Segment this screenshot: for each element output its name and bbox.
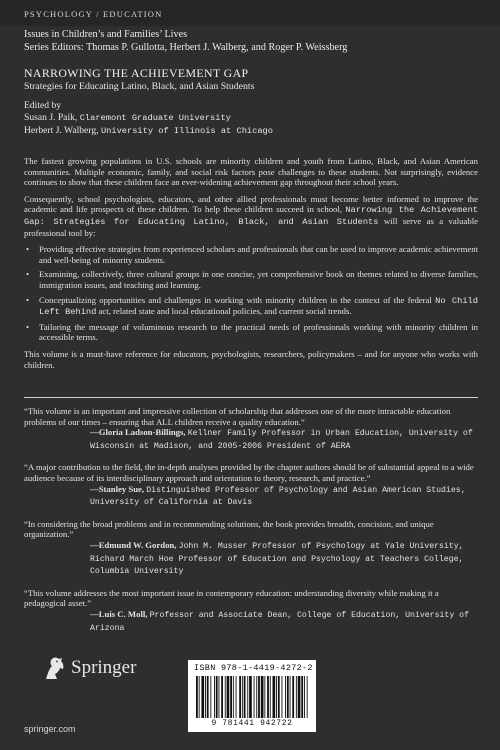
barcode-bar (247, 676, 248, 718)
isbn-number: ISBN 978-1-4419-4272-2 (194, 663, 313, 673)
series-info (24, 29, 474, 54)
barcode-bar (270, 676, 271, 718)
isbn-barcode (188, 660, 316, 732)
barcode-bar (196, 676, 198, 718)
barcode-bar (276, 676, 277, 718)
barcode-bar (219, 676, 220, 718)
editor-1-affiliation: Claremont Graduate University (79, 113, 231, 124)
barcode-bar (304, 676, 305, 718)
publisher-name: Springer (71, 657, 137, 678)
barcode-bar (210, 676, 211, 718)
quote-affiliation: Kellner Family Professor in Urban Education, University of Wisconsin at Madison, and 2005-2006 President of AERA (90, 429, 473, 451)
barcode-bar (264, 676, 265, 718)
quote-author: —Gloria Ladson-Billings, (90, 427, 188, 438)
benefit-text: Tailoring the message of voluminous research to the practical needs of professionals working with minority children in accessible terms. (39, 321, 478, 343)
publisher-logo (42, 655, 152, 685)
benefit-item (24, 322, 478, 343)
quote-text: “In considering the broad problems and in recommending solutions, the book provides breadth, concision, and unique organization.” (24, 518, 434, 540)
barcode-bar (199, 676, 200, 718)
barcode-bar (258, 676, 260, 718)
bullet-icon: • (26, 244, 30, 255)
description-p2-start: Consequently, school psychologists, educators, and other allied professionals must become better informed to improve the academic and life prospects of these children. To help these children succeed in school, (24, 193, 478, 215)
barcode-bar (282, 676, 283, 718)
description-p2-book-title: Narrowing the Achievement Gap: Strategies for Educating Latino, Black, and Asian Students (24, 205, 478, 227)
quote-affiliation: Professor and Associate Dean, College of Education, University of Arizona (90, 610, 469, 633)
description-closing: This volume is a must-have reference for educators, psychologists, researchers, policymakers – and for anyone who works with children. (24, 348, 478, 370)
barcode-bar (205, 676, 206, 718)
barcode-bar (287, 676, 289, 718)
quote-attribution (24, 427, 478, 452)
benefit-text: Examining, collectively, three cultural groups in one concise, yet comprehensive book on themes related to diverse families, immigration issues, and teaching and learning. (39, 269, 478, 290)
endorsement-quote (24, 588, 478, 634)
quote-author: —Stanley Sue, (90, 483, 147, 494)
barcode-bar (298, 676, 301, 718)
barcode-bar (221, 676, 223, 718)
barcode-bar (249, 676, 252, 718)
barcode-bar (292, 676, 294, 718)
barcode-bar (261, 676, 264, 718)
endorsements (24, 406, 478, 644)
barcode-bar (214, 676, 215, 718)
springer-horse-icon (42, 655, 68, 683)
quote-affiliation: John M. Musser Professor of Psychology at Yale University, Richard March Hoe Professor of Education and Psychology at Teachers College, Columbia University (90, 541, 464, 577)
description (24, 156, 478, 376)
benefit-text: Conceptualizing opportunities and challenges in working with minority children in the context of the federal (39, 294, 436, 305)
publisher-website: springer.com (24, 724, 76, 734)
editors-block (24, 100, 273, 137)
quote-author: —Edmund W. Gordon, (90, 539, 179, 550)
benefit-item (24, 295, 478, 318)
benefit-emphasis: No Child Left Behind (39, 295, 478, 318)
book-subtitle: Strategies for Educating Latino, Black, and Asian Students (24, 81, 255, 92)
barcode-bar (239, 676, 241, 718)
barcode-bar (285, 676, 286, 718)
barcode-bar (296, 676, 297, 718)
quote-attribution (24, 609, 478, 634)
barcode-bar (201, 676, 204, 718)
editor-1-name: Susan J. Paik, (24, 112, 80, 124)
description-p2-end: will serve as a valuable professional tool by: (24, 215, 478, 238)
barcode-bar (254, 676, 255, 718)
barcode-bar (267, 676, 269, 718)
benefit-text-end: act, related state and local educational policies, and current social trends. (96, 306, 352, 317)
series-name: Issues in Children’s and Families’ Lives (24, 29, 188, 40)
quote-text: “This volume addresses the most important issue in contemporary education: understanding diversity while making it a pedagogical asset.” (24, 587, 439, 609)
barcode-bar (216, 676, 218, 718)
bullet-icon: • (26, 294, 30, 305)
benefit-text: Providing effective strategies from experienced scholars and professionals that can be used to improve academic achievement and well-being of minority students. (39, 244, 478, 265)
ean-number: 9 781441 942722 (211, 719, 293, 728)
benefit-item (24, 244, 478, 265)
quote-affiliation: Distinguished Professor of Psychology and Asian American Studies, University of California at Davis (90, 485, 466, 508)
barcode-bar (278, 676, 280, 718)
section-divider (24, 397, 478, 398)
bullet-icon: • (26, 321, 30, 332)
quote-text: “A major contribution to the field, the in-depth analyses provided by the chapter authors should be of substantial appeal to a wide audience because of its interdisciplinary approach and orientation to theory, research, and practice.” (24, 462, 474, 483)
benefit-item (24, 269, 478, 290)
barcode-bars (194, 676, 310, 718)
editor-2-affiliation: University of Illinois at Chicago (100, 125, 273, 136)
description-paragraph-2 (24, 194, 478, 238)
category-bar (0, 0, 500, 26)
barcode-bar (227, 676, 230, 718)
barcode-bar (242, 676, 243, 718)
quote-attribution (24, 540, 478, 578)
category-label: PSYCHOLOGY / EDUCATION (24, 9, 163, 19)
barcode-bar (236, 676, 237, 718)
editor-2-name: Herbert J. Walberg, (24, 124, 101, 136)
editor-1 (24, 112, 273, 124)
barcode-bar (233, 676, 234, 718)
bullet-icon: • (26, 269, 30, 280)
barcode-bar (230, 676, 232, 718)
quote-text: “This volume is an important and impressive collection of scholarship that addresses one of the more intractable education problems of our times – ensuring that ALL children receive a quality education.” (24, 406, 451, 427)
endorsement-quote (24, 406, 478, 452)
benefits-list (24, 244, 478, 343)
endorsement-quote (24, 462, 478, 508)
barcode-bar (244, 676, 246, 718)
quote-attribution (24, 484, 478, 509)
book-title: NARROWING THE ACHIEVEMENT GAP (24, 66, 249, 80)
barcode-bar (273, 676, 276, 718)
barcode-bar (290, 676, 291, 718)
endorsement-quote (24, 519, 478, 578)
edited-by-label: Edited by (24, 100, 62, 111)
barcode-bar (307, 676, 308, 718)
barcode-bar (301, 676, 303, 718)
series-editors: Series Editors: Thomas P. Gullotta, Herbert J. Walberg, and Roger P. Weissberg (24, 41, 348, 53)
barcode-bar (207, 676, 209, 718)
barcode-bar (256, 676, 257, 718)
barcode-bar (225, 676, 226, 718)
quote-author: —Luis C. Moll, (90, 608, 150, 619)
editor-2 (24, 125, 273, 137)
description-paragraph-1: The fastest growing populations in U.S. schools are minority children and youth from Latino, Black, and Asian American communities. Multiple economic, family, and social risk factors pose challenges to these students. Not surprisingly, evidence continues to show that these children face an ever-widening achievement gap throughout their school years. (24, 156, 478, 188)
